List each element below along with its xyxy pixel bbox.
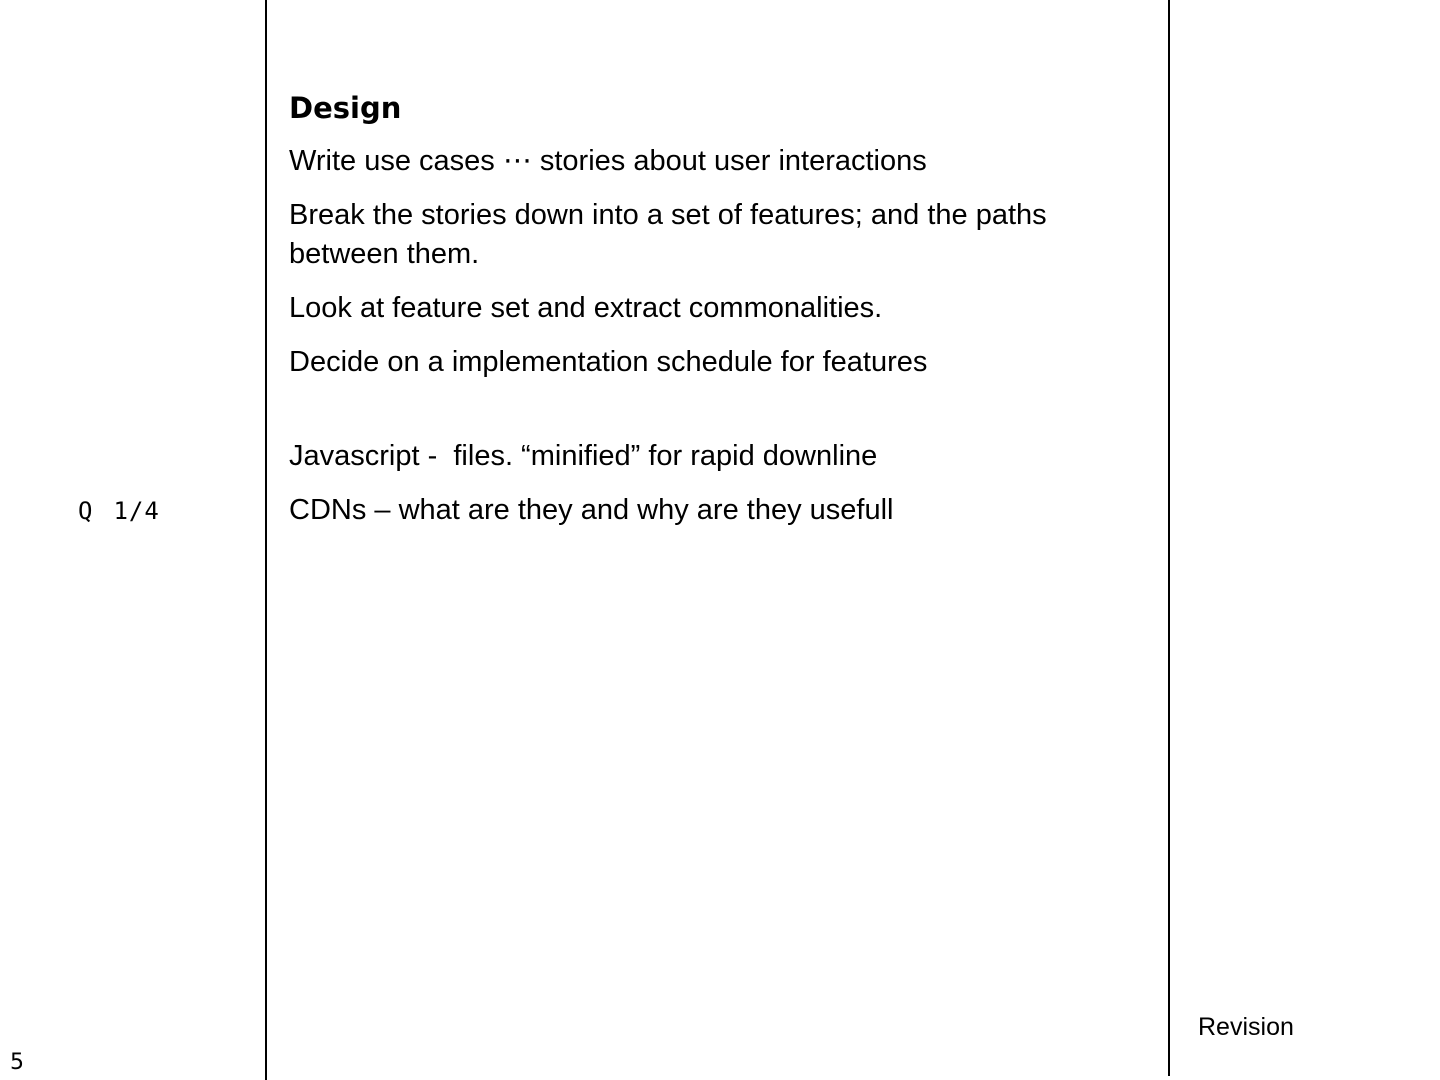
section-heading: Design xyxy=(289,91,402,125)
revision-label: Revision xyxy=(1198,1013,1294,1041)
note-cdns: CDNs – what are they and why are they usefull xyxy=(289,494,894,526)
question-fraction: 1/4 xyxy=(113,497,160,525)
design-item-schedule: Decide on a implementation schedule for features xyxy=(289,346,928,378)
left-margin-rule xyxy=(265,0,267,1080)
spacer xyxy=(289,397,1149,437)
design-item-features: Break the stories down into a set of features; and the paths between them. xyxy=(289,199,1047,270)
right-margin-rule xyxy=(1168,0,1170,1076)
note-javascript: Javascript - files. “minified” for rapid downline xyxy=(289,440,878,472)
question-letter: Q xyxy=(78,497,94,525)
page-number: 5 xyxy=(10,1050,24,1075)
design-item-use-cases: Write use cases ⋯ stories about user interactions xyxy=(289,145,927,177)
design-item-commonalities: Look at feature set and extract commonalities. xyxy=(289,292,883,324)
question-reference xyxy=(78,497,160,525)
notes-content xyxy=(289,90,1149,545)
